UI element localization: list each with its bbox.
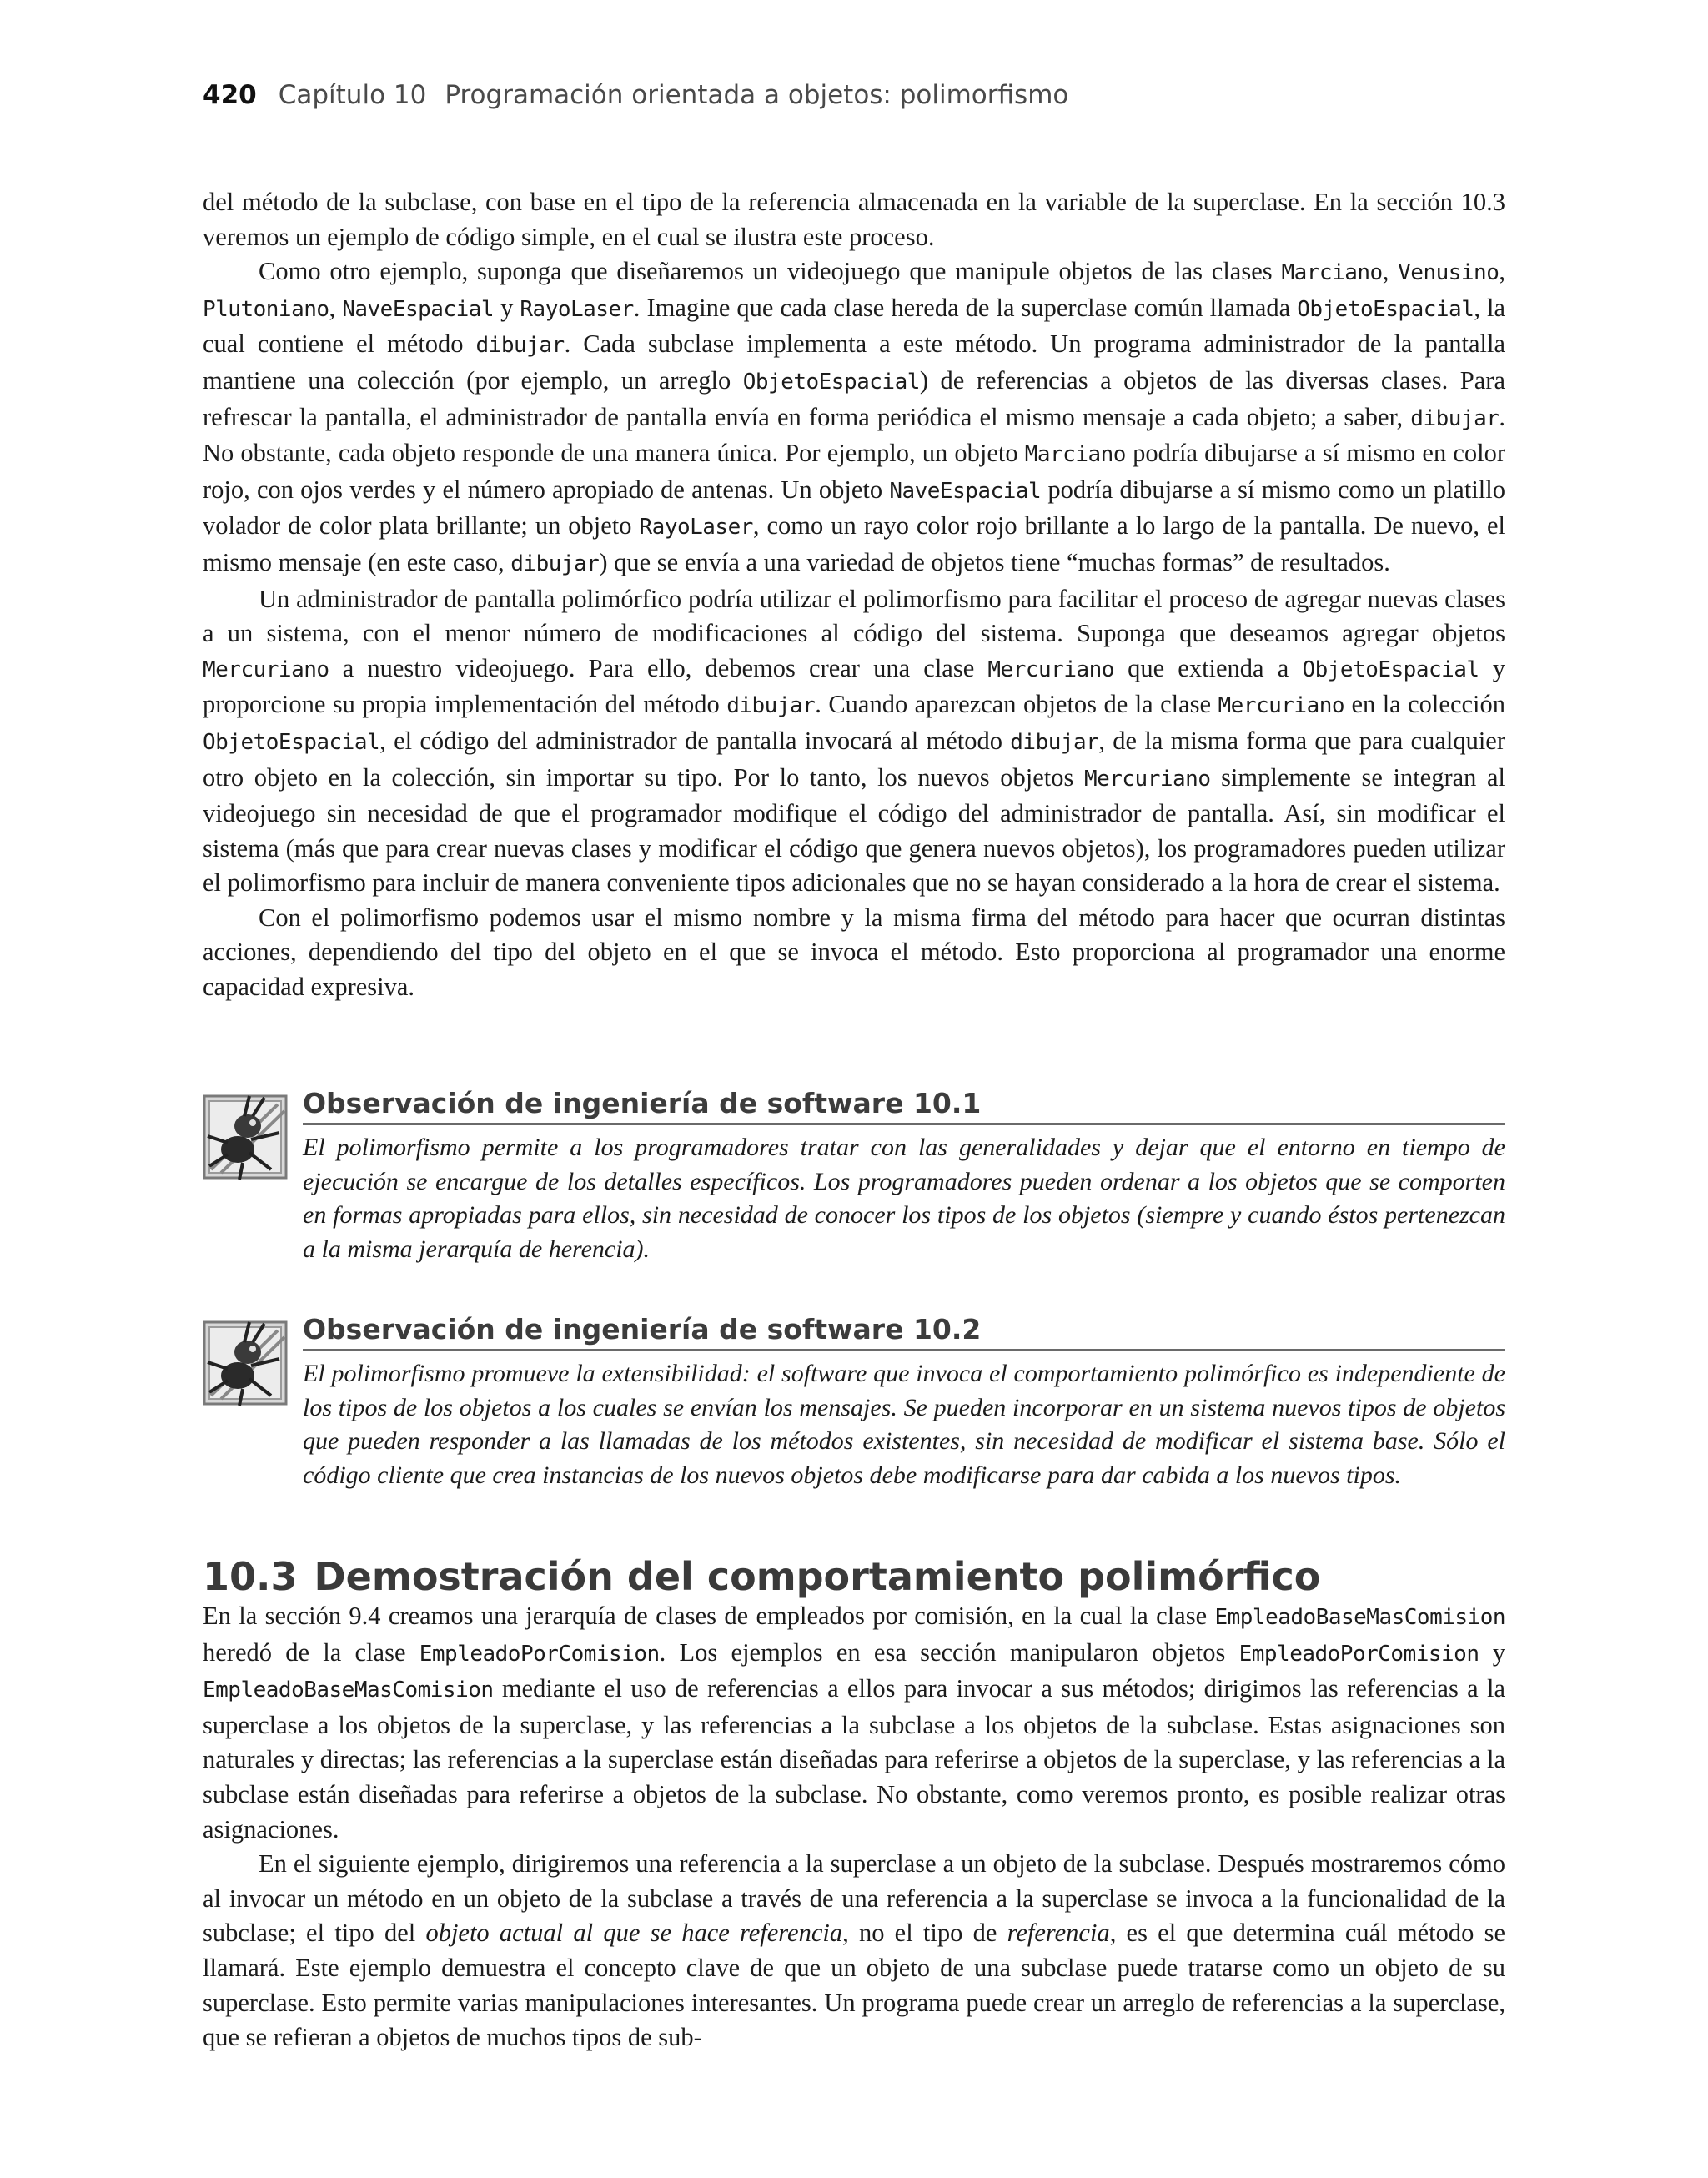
text-run: , (1499, 257, 1505, 286)
ant-icon (203, 1089, 289, 1181)
code-identifier: ObjetoEspacial (1302, 656, 1479, 682)
text-run: , como un rayo color rojo brillante a lo largo de la pantalla. De nuevo, el mismo mensaje (en este caso, (203, 511, 1505, 576)
section-number: 10.3 (203, 1554, 298, 1599)
page-number: 420 (203, 80, 257, 110)
code-identifier: Marciano (1024, 442, 1126, 468)
text-run: y (1479, 1637, 1505, 1667)
running-head (203, 80, 1068, 110)
paragraph (203, 254, 1505, 581)
text-run: ) que se envía a una variedad de objetos tiene “muchas formas” de resultados. (599, 547, 1390, 576)
section-title: Demostración del comportamiento polimórfico (314, 1554, 1321, 1599)
text-run: heredó de la clase (203, 1637, 419, 1667)
code-identifier: RayoLaser (520, 296, 634, 322)
text-run: , (329, 293, 343, 322)
text-run: , (1382, 257, 1399, 286)
text-run: y proporcione su propia implementación del método (203, 653, 1505, 719)
text-run: , es el que determina cuál método se llamará. Este ejemplo demuestra el concepto clave de que un objeto de una subclase puede tratarse como un objeto de su superclase. Esto permite varias manipulaciones interesantes. Un programa puede crear un arreglo de referencias a la superclase, que se refieran a objetos de muchos tipos de sub- (203, 1919, 1505, 2052)
chapter-label: Capítulo 10 (278, 80, 427, 110)
text-run: Como otro ejemplo, suponga que diseñaremos un videojuego que manipule objetos de las clases (259, 257, 1282, 286)
code-identifier: dibujar (1010, 729, 1099, 755)
ant-icon (203, 1315, 289, 1407)
software-engineering-note-2 (203, 1310, 1505, 1527)
software-engineering-note-1 (203, 1084, 1505, 1301)
body-text-bottom (203, 1599, 1505, 2055)
text-run: , la cual contiene el método (203, 293, 1506, 359)
code-identifier: Mercuriano (1218, 693, 1345, 719)
code-identifier: Marciano (1281, 260, 1383, 286)
code-identifier: EmpleadoPorComision (1238, 1641, 1479, 1667)
code-identifier: dibujar (1410, 405, 1500, 431)
code-identifier: NaveEspacial (889, 478, 1042, 504)
text-run: . Cuando aparezcan objetos de la clase (815, 690, 1218, 719)
paragraph (203, 582, 1505, 901)
code-identifier: ObjetoEspacial (1297, 296, 1474, 322)
note-title: Observación de ingeniería de software 10.1 (303, 1084, 1505, 1125)
code-identifier: EmpleadoPorComision (419, 1641, 660, 1667)
text-run: en la colección (1344, 690, 1505, 719)
code-identifier: Mercuriano (987, 656, 1114, 682)
code-identifier: ObjetoEspacial (742, 369, 920, 395)
text-run: . Cada subclase implementa a este método. Un programa administrador de la pantalla mantiene una colección (por ejemplo, un arreglo (203, 329, 1505, 395)
code-identifier: NaveEspacial (342, 296, 495, 322)
text-run: , el código del administrador de pantalla invocará al método (379, 726, 1011, 755)
section-heading (203, 1553, 1320, 1600)
text-run: mediante el uso de referencias a ellos para invocar a sus métodos; dirigimos las referencias a la superclase a los objetos de la superclase, y las referencias a la subclase a los objetos de la subclase. Estas asignaciones son naturales y directas; las referencias a la superclase están diseñadas para referirse a objetos de la superclase, y las referencias a la subclase están diseñadas para referirse a objetos de la subclase. No obstante, como veremos pronto, es posible realizar otras asignaciones. (203, 1674, 1505, 1844)
paragraph (203, 901, 1505, 1005)
emphasis-text: referencia (1007, 1919, 1110, 1948)
paragraph (203, 1599, 1505, 1847)
note-text: El polimorfismo permite a los programadores tratar con las generalidades y dejar que el entorno en tiempo de ejecución se encargue de los detalles específicos. Los programadores pueden ordenar a los objetos que se comporten en formas apropiadas para ellos, sin necesidad de conocer los tipos de los objetos (siempre y cuando éstos pertenezcan a la misma jerarquía de herencia). (303, 1134, 1505, 1263)
text-run: En el siguiente ejemplo, dirigiremos una referencia a la superclase a un objeto de la subclase. Después mostraremos cómo al invocar un método en un objeto de la subclase a través de una referencia a la superclase se invoca a la funcionalidad de la subclase; el tipo del (203, 1849, 1505, 1948)
note-title: Observación de ingeniería de software 10.2 (303, 1310, 1505, 1351)
text-run: y (494, 293, 520, 322)
chapter-title: Programación orientada a objetos: polimorfismo (445, 80, 1069, 110)
text-run: . Imagine que cada clase hereda de la superclase común llamada (633, 293, 1298, 322)
text-run: En la sección 9.4 creamos una jerarquía de clases de empleados por comisión, en la cual la clase (203, 1602, 1215, 1630)
body-text-top (203, 185, 1505, 1005)
code-identifier: Venusino (1398, 260, 1500, 286)
text-run: . Los ejemplos en esa sección manipularon objetos (659, 1637, 1239, 1667)
text-run: podría dibujarse a sí mismo en color rojo, con ojos verdes y el número apropiado de antenas. Un objeto (203, 439, 1505, 504)
code-identifier: Plutoniano (203, 296, 329, 322)
text-run: ) de referencias a objetos de las diversas clases. Para refrescar la pantalla, el administrador de pantalla envía en forma periódica el mismo mensaje a cada objeto; a saber, (203, 365, 1506, 431)
paragraph (203, 1847, 1505, 2055)
paragraph (203, 185, 1505, 254)
code-identifier: dibujar (475, 333, 565, 359)
text-run: podría dibujarse a sí mismo como un platillo volador de color plata brillante; un objeto (203, 475, 1505, 541)
text-run: Un administrador de pantalla polimórfico podría utilizar el polimorfismo para facilitar el proceso de agregar nuevas clases a un sistema, con el menor número de modificaciones al código del sistema. Suponga que deseamos agregar objetos (203, 584, 1505, 648)
code-identifier: Mercuriano (1083, 766, 1211, 792)
code-identifier: Mercuriano (203, 656, 329, 682)
code-identifier: RayoLaser (639, 515, 753, 541)
text-run: , no el tipo de (842, 1919, 1007, 1948)
text-run: simplemente se integran al videojuego sin necesidad de que el programador modifique el código del administrador de pantalla. Así, sin modificar el sistema (más que para crear nuevas clases y modificar el código que genera nuevos objetos), los programadores pueden utilizar el polimorfismo para incluir de manera conveniente tipos adicionales que no se hayan considerado a la hora de crear el sistema. (203, 762, 1505, 898)
code-identifier: EmpleadoBaseMasComision (1214, 1605, 1505, 1630)
code-identifier: EmpleadoBaseMasComision (203, 1678, 494, 1703)
text-run: , de la misma forma que para cualquier otro objeto en la colección, sin importar su tipo. Por lo tanto, los nuevos objetos (203, 726, 1505, 792)
code-identifier: dibujar (510, 551, 600, 576)
code-identifier: ObjetoEspacial (203, 729, 380, 755)
text-run: que extienda a (1113, 653, 1303, 682)
emphasis-text: objeto actual al que se hace referencia (425, 1919, 843, 1948)
text-run: del método de la subclase, con base en el tipo de la referencia almacenada en la variable de la superclase. En la sección 10.3 veremos un ejemplo de código simple, en el cual se ilustra este proceso. (203, 188, 1505, 251)
text-run: Con el polimorfismo podemos usar el mismo nombre y la misma firma del método para hacer que ocurran distintas acciones, dependiendo del tipo del objeto en el que se invoca el método. Esto proporciona al programador una enorme capacidad expresiva. (203, 903, 1505, 1002)
text-run: . No obstante, cada objeto responde de una manera única. Por ejemplo, un objeto (203, 402, 1505, 468)
text-run: a nuestro videojuego. Para ello, debemos crear una clase (329, 653, 988, 682)
note-text: El polimorfismo promueve la extensibilidad: el software que invoca el comportamiento polimórfico es independiente de los tipos de los objetos a los cuales se envían los mensajes. Se pueden incorporar en un sistema nuevos tipos de objetos que pueden responder a las llamadas de los métodos existentes, sin necesidad de modificar el sistema base. Sólo el código cliente que crea instancias de los nuevos objetos debe modificarse para dar cabida a los nuevos tipos. (303, 1360, 1505, 1489)
code-identifier: dibujar (726, 693, 816, 719)
